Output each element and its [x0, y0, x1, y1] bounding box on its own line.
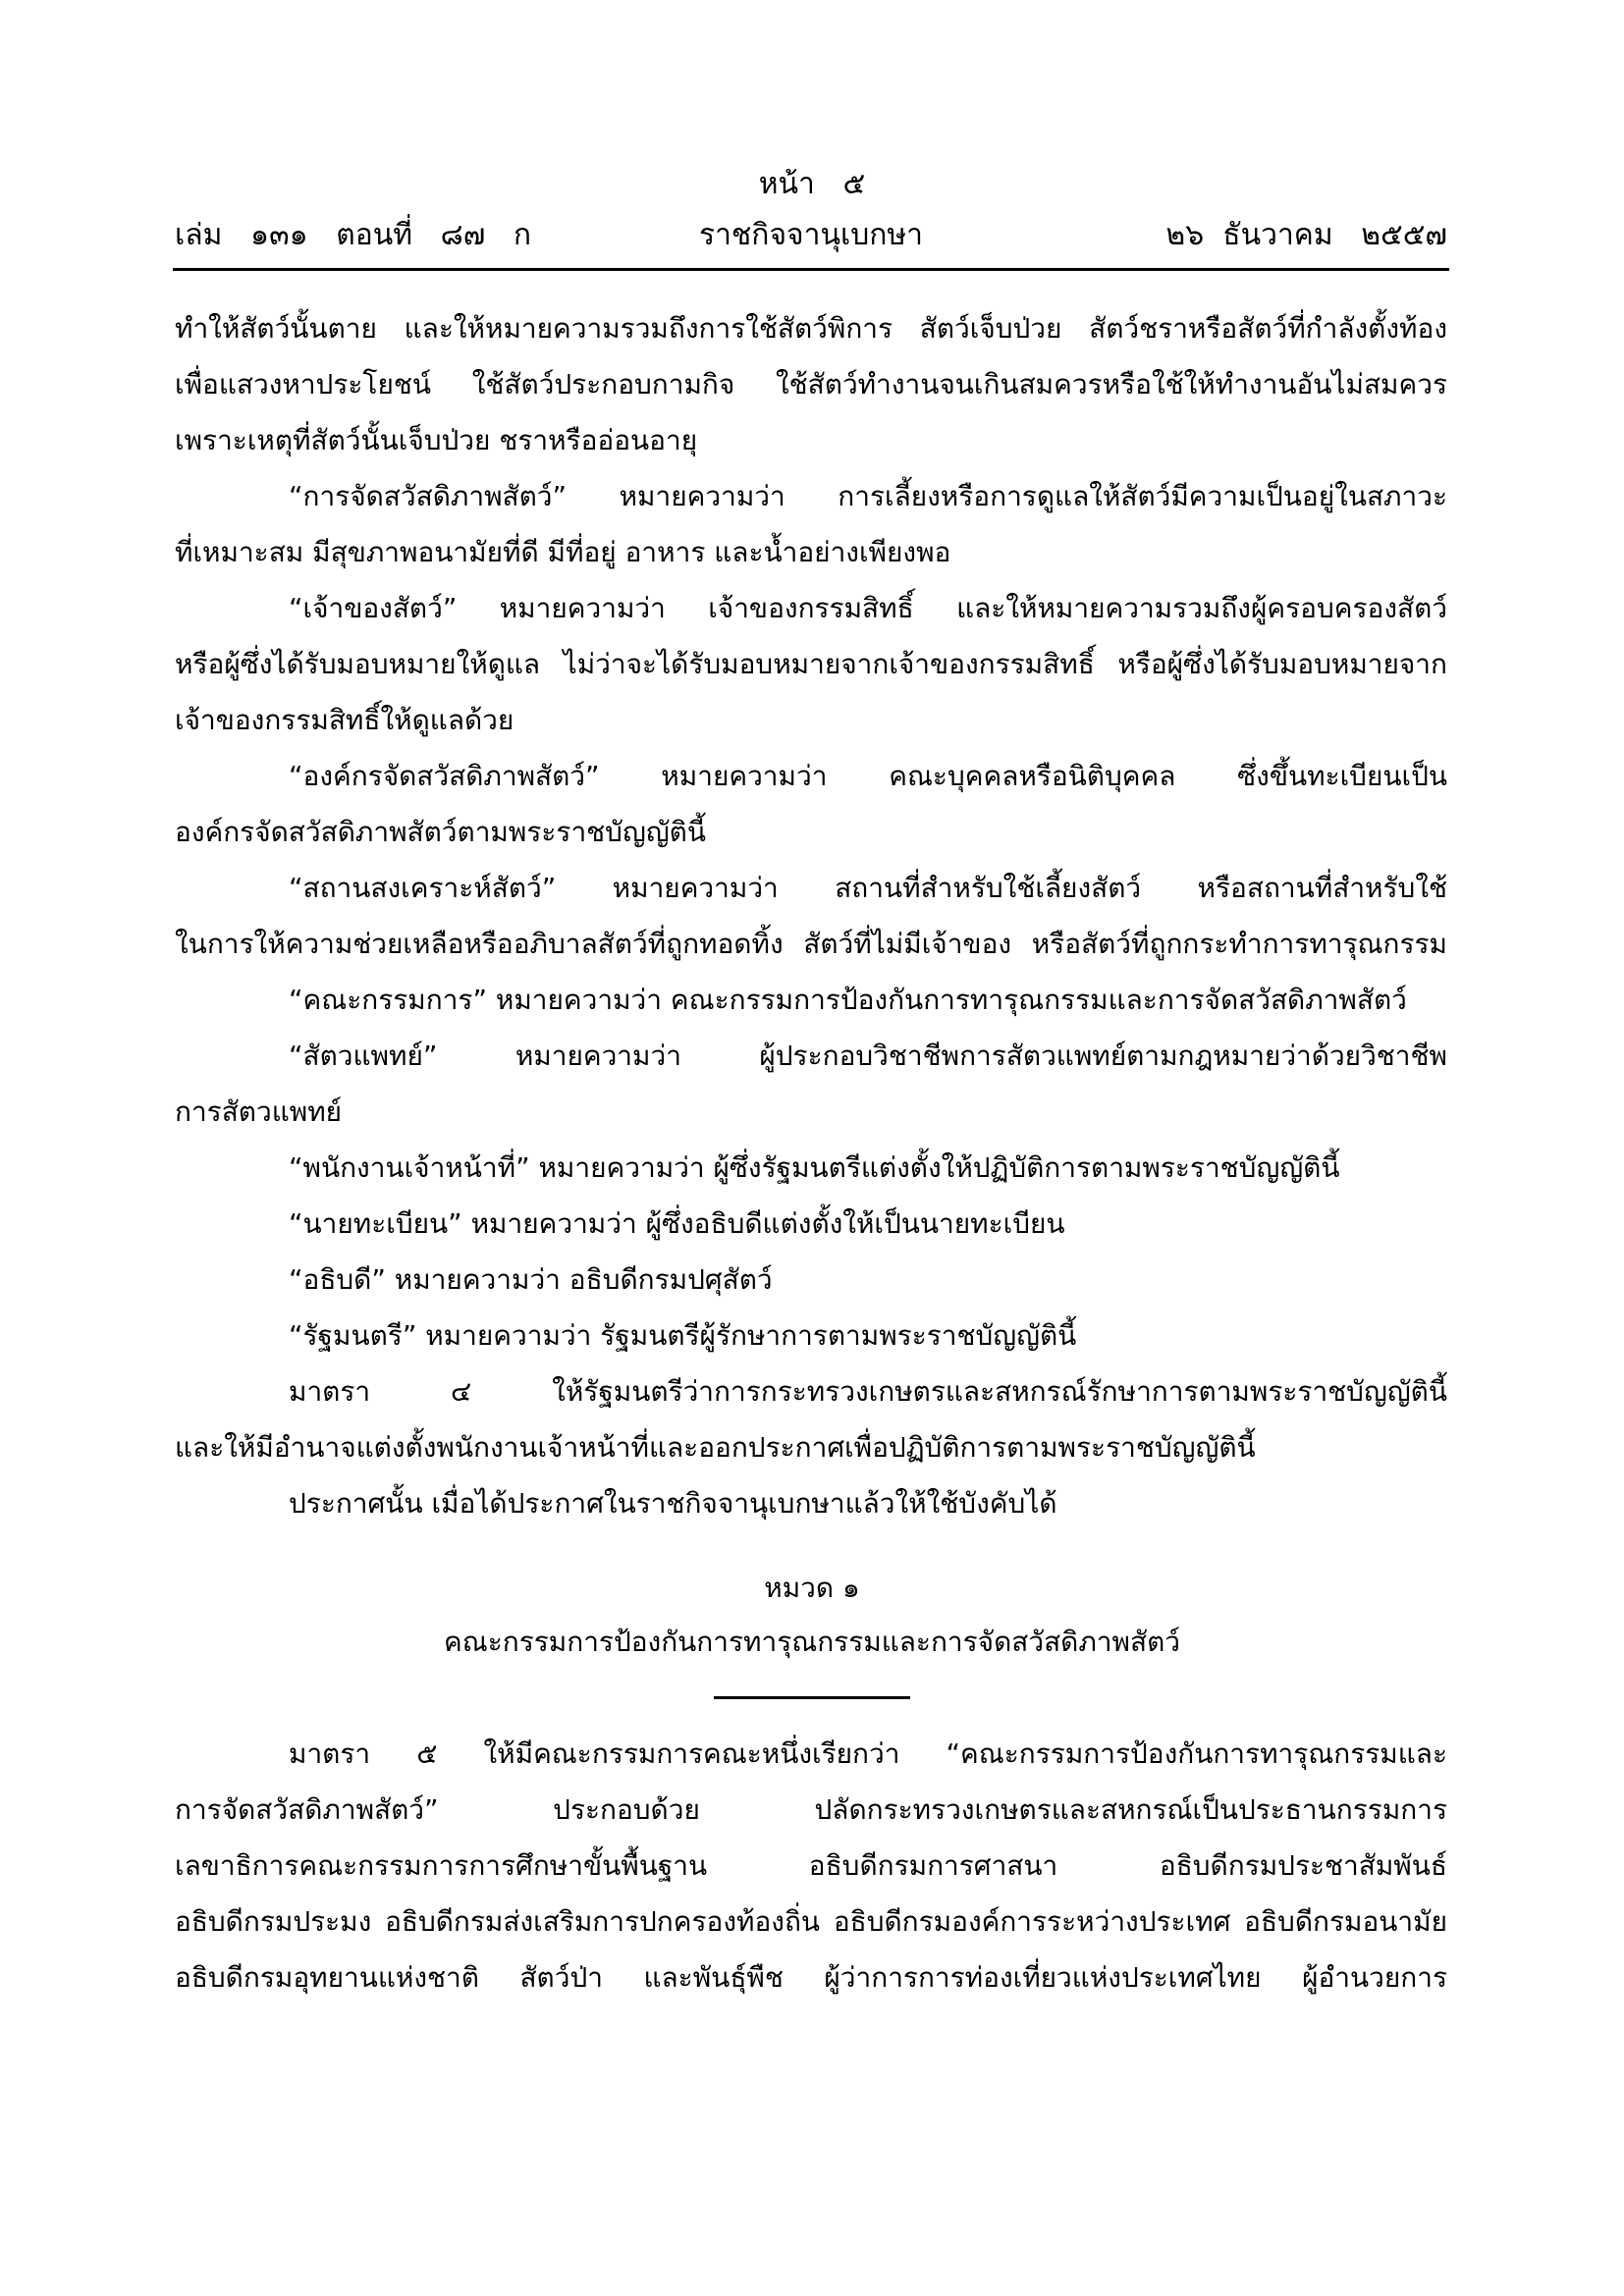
text-line: “คณะกรรมการ” หมายความว่า คณะกรรมการป้องกันการทารุณกรรมและการจัดสวัสดิภาพสัตว์ — [289, 984, 1407, 1016]
text-line: เพื่อแสวงหาประโยชน์ ใช้สัตว์ประกอบกามกิจ ใช้สัตว์ทำงานจนเกินสมควรหรือใช้ให้ทำงานอันไม่สมควร — [175, 368, 1447, 400]
header-divider — [173, 268, 1449, 271]
text-line: หรือผู้ซึ่งได้รับมอบหมายให้ดูแล ไม่ว่าจะได้รับมอบหมายจากเจ้าของกรรมสิทธิ์ หรือผู้ซึ่งได้รับมอบหมายจาก — [175, 648, 1447, 680]
text-line: “สถานสงเคราะห์สัตว์” หมายความว่า สถานที่สำหรับใช้เลี้ยงสัตว์ หรือสถานที่สำหรับใช้ — [289, 872, 1447, 904]
text-line: ทำให้สัตว์นั้นตาย และให้หมายความรวมถึงการใช้สัตว์พิการ สัตว์เจ็บป่วย สัตว์ชราหรือสัตว์ที่กำลังตั้งท้อง — [175, 312, 1447, 345]
volume-issue: เล่ม ๑๓๑ ตอนที่ ๘๗ ก — [175, 218, 532, 252]
chapter-number: หมวด ๑ — [764, 1572, 860, 1604]
chapter-divider — [714, 1696, 910, 1699]
text-line: “การจัดสวัสดิภาพสัตว์” หมายความว่า การเลี้ยงหรือการดูแลให้สัตว์มีความเป็นอยู่ในสภาวะ — [289, 480, 1447, 512]
text-line: “รัฐมนตรี” หมายความว่า รัฐมนตรีผู้รักษาการตามพระราชบัญญัตินี้ — [289, 1319, 1077, 1352]
text-line: ในการให้ความช่วยเหลือหรืออภิบาลสัตว์ที่ถูกทอดทิ้ง สัตว์ที่ไม่มีเจ้าของ หรือสัตว์ที่ถูกกระทำการทารุณกรรม — [175, 928, 1447, 960]
text-line: การจัดสวัสดิภาพสัตว์” ประกอบด้วย ปลัดกระทรวงเกษตรและสหกรณ์เป็นประธานกรรมการ — [175, 1793, 1447, 1826]
text-line: “พนักงานเจ้าหน้าที่” หมายความว่า ผู้ซึ่งรัฐมนตรีแต่งตั้งให้ปฏิบัติการตามพระราชบัญญัตินี้ — [289, 1151, 1340, 1184]
text-line: เพราะเหตุที่สัตว์นั้นเจ็บป่วย ชราหรืออ่อนอายุ — [175, 424, 698, 456]
text-line: “นายทะเบียน” หมายความว่า ผู้ซึ่งอธิบดีแต่งตั้งให้เป็นนายทะเบียน — [289, 1207, 1065, 1240]
chapter-title: คณะกรรมการป้องกันการทารุณกรรมและการจัดสวัสดิภาพสัตว์ — [444, 1626, 1180, 1658]
text-line: เลขาธิการคณะกรรมการการศึกษาขั้นพื้นฐาน อธิบดีกรมการศาสนา อธิบดีกรมประชาสัมพันธ์ — [175, 1849, 1447, 1882]
text-line: อธิบดีกรมประมง อธิบดีกรมส่งเสริมการปกครองท้องถิ่น อธิบดีกรมองค์การระหว่างประเทศ อธิบดีกรมอนามัย — [175, 1905, 1447, 1938]
text-line: “เจ้าของสัตว์” หมายความว่า เจ้าของกรรมสิทธิ์ และให้หมายความรวมถึงผู้ครอบครองสัตว์ — [289, 592, 1447, 624]
text-line: “สัตวแพทย์” หมายความว่า ผู้ประกอบวิชาชีพการสัตวแพทย์ตามกฎหมายว่าด้วยวิชาชีพ — [289, 1040, 1447, 1072]
text-line: และให้มีอำนาจแต่งตั้งพนักงานเจ้าหน้าที่และออกประกาศเพื่อปฏิบัติการตามพระราชบัญญัตินี้ — [175, 1431, 1256, 1464]
text-line: อธิบดีกรมอุทยานแห่งชาติ สัตว์ป่า และพันธุ์พืช ผู้ว่าการการท่องเที่ยวแห่งประเทศไทย ผู้อำนวยการ — [175, 1961, 1447, 1994]
text-line: องค์กรจัดสวัสดิภาพสัตว์ตามพระราชบัญญัตินี้ — [175, 816, 706, 848]
text-line: ที่เหมาะสม มีสุขภาพอนามัยที่ดี มีที่อยู่ อาหาร และน้ำอย่างเพียงพอ — [175, 536, 951, 568]
text-line: เจ้าของกรรมสิทธิ์ให้ดูแลด้วย — [175, 704, 514, 736]
text-line: “อธิบดี” หมายความว่า อธิบดีกรมปศุสัตว์ — [289, 1263, 773, 1296]
text-line: การสัตวแพทย์ — [175, 1095, 343, 1128]
text-line: มาตรา ๔ ให้รัฐมนตรีว่าการกระทรวงเกษตรและสหกรณ์รักษาการตามพระราชบัญญัตินี้ — [289, 1375, 1447, 1408]
text-line: “องค์กรจัดสวัสดิภาพสัตว์” หมายความว่า คณะบุคคลหรือนิติบุคคล ซึ่งขึ้นทะเบียนเป็น — [289, 760, 1447, 792]
page-number: หน้า ๕ — [758, 167, 866, 201]
gazette-header — [175, 214, 1447, 257]
publication-name: ราชกิจจานุเบกษา — [698, 218, 924, 252]
text-line: ประกาศนั้น เมื่อได้ประกาศในราชกิจจานุเบกษาแล้วให้ใช้บังคับได้ — [289, 1487, 1057, 1520]
text-line: มาตรา ๕ ให้มีคณะกรรมการคณะหนึ่งเรียกว่า “คณะกรรมการป้องกันการทารุณกรรมและ — [289, 1737, 1447, 1770]
publication-date: ๒๖ ธันวาคม ๒๕๕๗ — [1165, 218, 1447, 252]
